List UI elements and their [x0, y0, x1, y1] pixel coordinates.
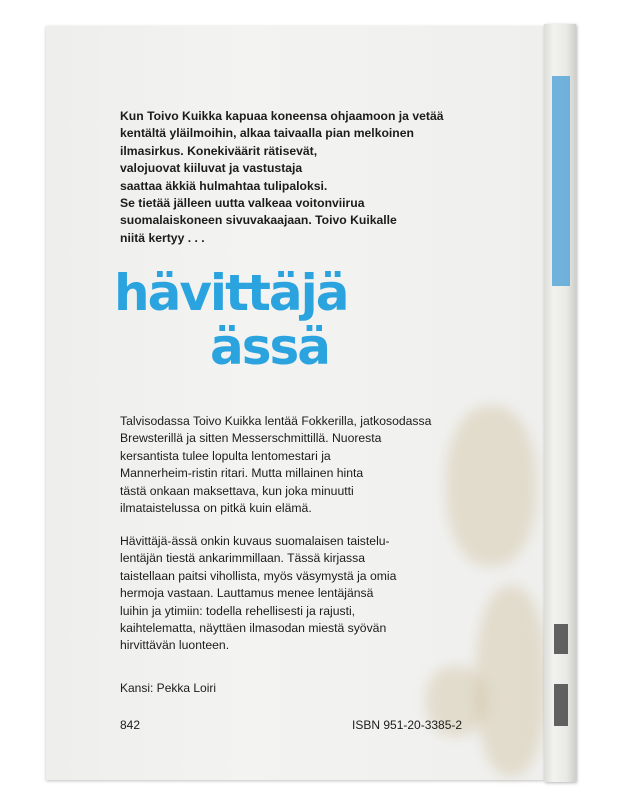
book-title-line-2: ässä: [210, 318, 330, 376]
paragraph-line: ilmataistelussa on pitkä kuin elämä.: [120, 501, 312, 516]
blurb-line: Se tietää jälleen uutta valkeaa voitonviirua: [120, 196, 365, 211]
paragraph-line: hermoja vastaan. Lauttamus menee lentäjänsä: [120, 586, 374, 601]
blurb-line: niitä kertyy . . .: [120, 230, 205, 245]
paragraph-line: Talvisodassa Toivo Kuikka lentää Fokkerilla, jatkosodassa: [120, 414, 432, 428]
description-paragraph-2: [120, 533, 500, 655]
blurb-line: suomalaiskoneen sivuvakaajaan. Toivo Kuikalle: [120, 213, 397, 228]
spine-mark: [554, 684, 568, 726]
paragraph-line: lentäjän tiestä ankarimmillaan. Tässä kirjassa: [120, 551, 365, 566]
blurb-intro: [120, 108, 500, 247]
blurb-line: Kun Toivo Kuikka kapuaa koneensa ohjaamoon ja vetää: [120, 109, 444, 123]
paragraph-line: hirvittävän luonteen.: [120, 638, 230, 653]
book-spine: [544, 24, 576, 782]
paragraph-line: Brewsterillä ja sitten Messerschmittillä. Nuoresta: [120, 431, 382, 446]
description-paragraph-1: [120, 413, 500, 517]
blurb-line: saattaa äkkiä hulmahtaa tulipaloksi.: [120, 178, 328, 193]
spine-mark: [554, 624, 568, 654]
cover-credit: Kansi: Pekka Loiri: [120, 681, 217, 695]
spine-title-band: [552, 76, 570, 286]
book-title-line-1: hävittäjä: [114, 264, 348, 322]
paragraph-line: Mannerheim-ristin ritari. Mutta millainen hinta: [120, 466, 364, 481]
catalog-number: 842: [120, 718, 141, 732]
blurb-line: ilmasirkus. Konekiväärit rätisevät,: [120, 143, 318, 158]
blurb-line: valojuovat kiiluvat ja vastustaja: [120, 161, 303, 176]
paragraph-line: kaihtelematta, näyttäen ilmasodan miestä syövän: [120, 621, 387, 636]
isbn: ISBN 951-20-3385-2: [352, 718, 463, 732]
paragraph-line: taistellaan paitsi vihollista, myös väsymystä ja omia: [120, 568, 397, 583]
paragraph-line: tästä onkaan maksettava, kun joka minuutti: [120, 483, 354, 498]
paragraph-line: Hävittäjä-ässä onkin kuvaus suomalaisen taistelu-: [120, 534, 390, 548]
paragraph-line: luihin ja ytimiin: todella rehellisesti ja rajusti,: [120, 603, 356, 618]
blurb-line: kentältä yläilmoihin, alkaa taivaalla pian melkoinen: [120, 126, 414, 141]
paragraph-line: kersantista tulee lopulta lentomestari ja: [120, 448, 331, 463]
